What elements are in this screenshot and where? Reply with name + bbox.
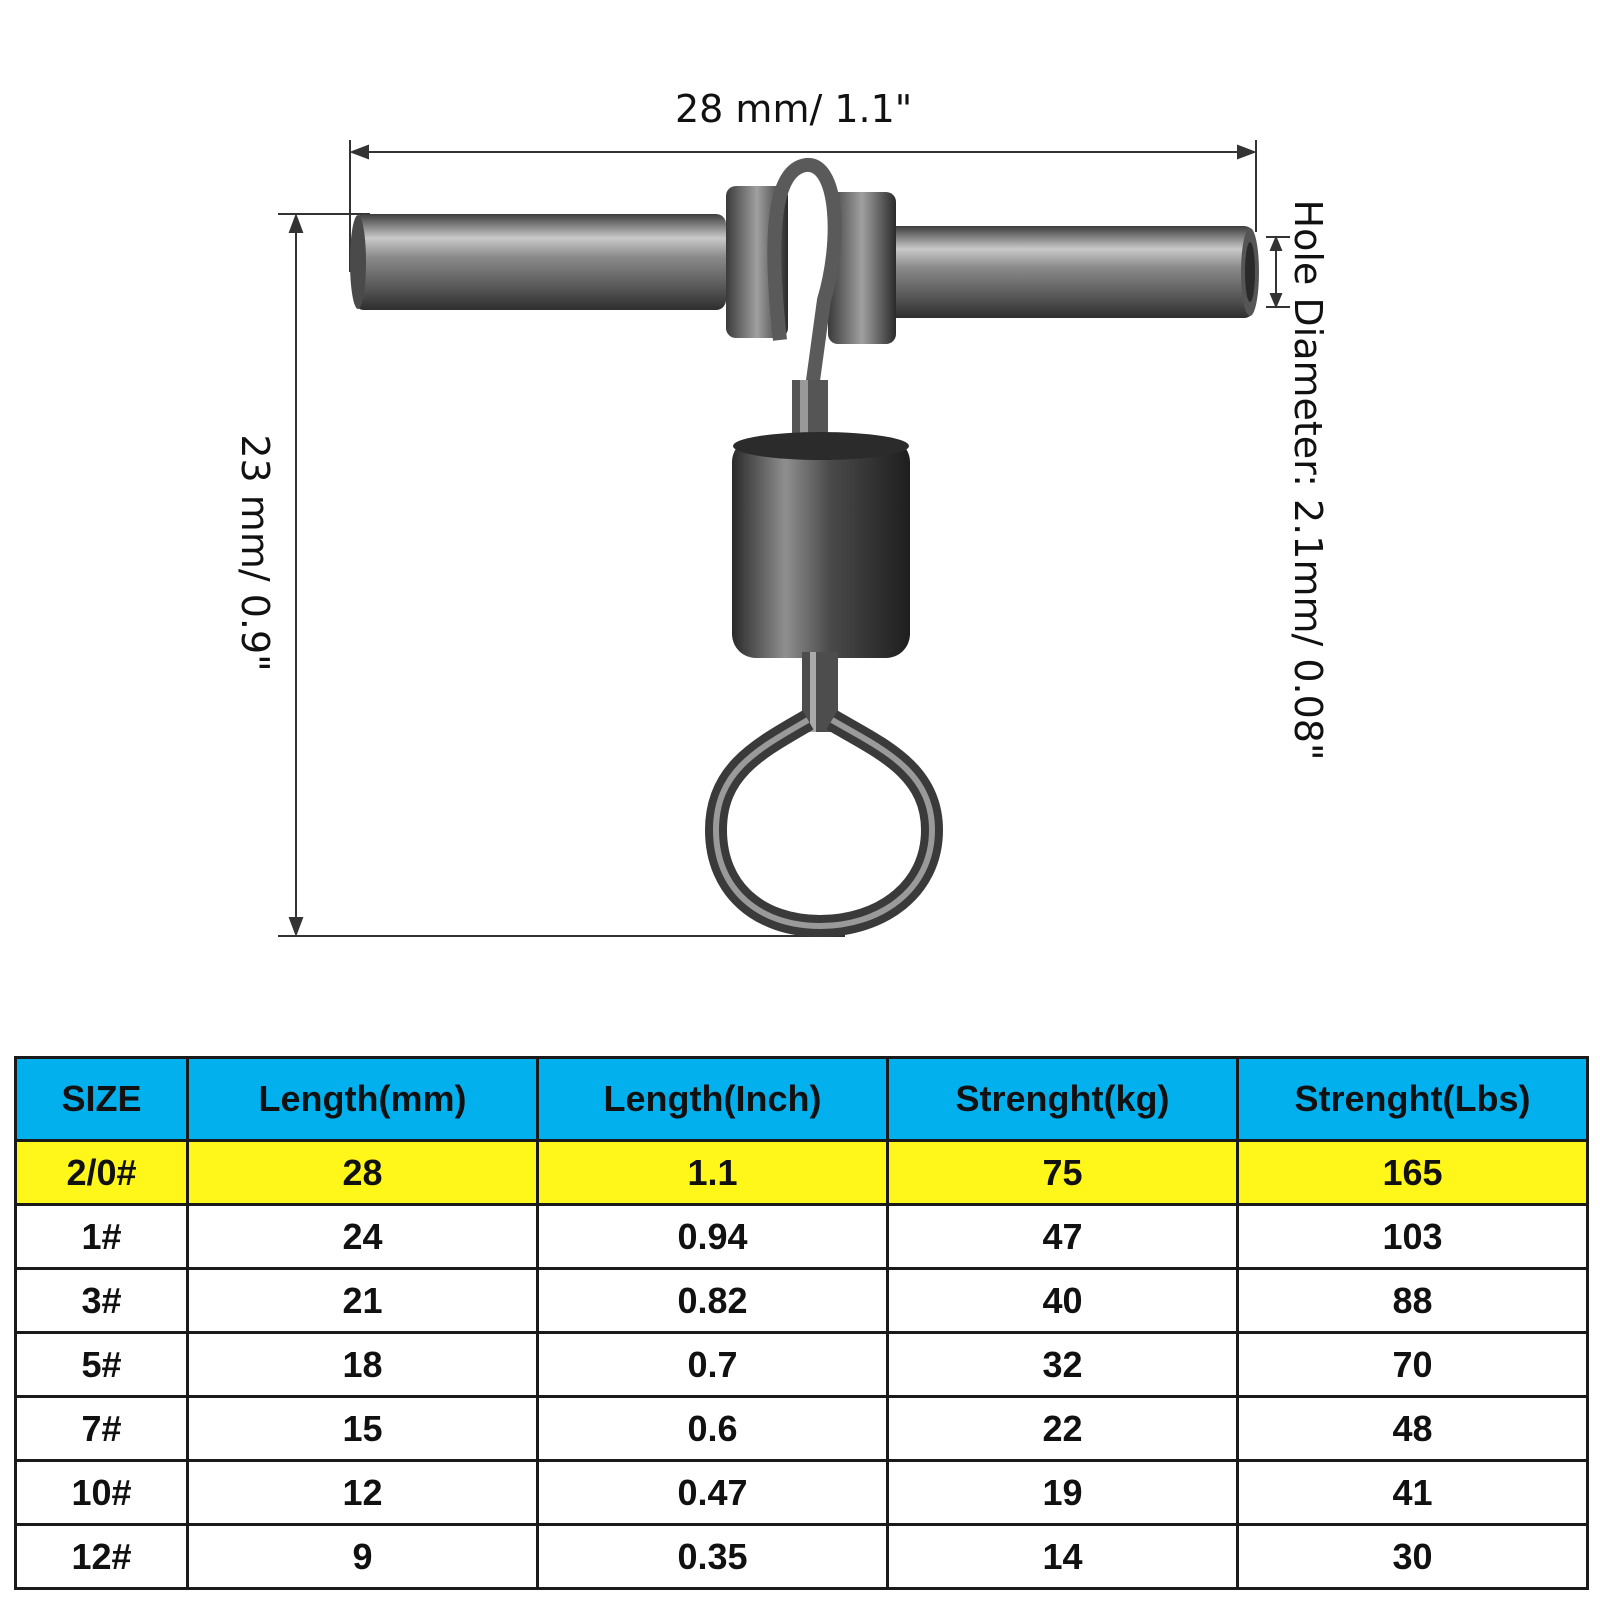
cell-length-mm: 18 [188,1333,538,1397]
cell-strength-lbs: 70 [1238,1333,1588,1397]
cell-size: 7# [16,1397,188,1461]
cell-strength-kg: 47 [888,1205,1238,1269]
cell-size: 5# [16,1333,188,1397]
cell-length-mm: 15 [188,1397,538,1461]
cell-length-mm: 21 [188,1269,538,1333]
cell-strength-kg: 32 [888,1333,1238,1397]
header-strength-lbs: Strenght(Lbs) [1238,1058,1588,1141]
cell-size: 10# [16,1461,188,1525]
cell-size: 3# [16,1269,188,1333]
table-header-row [16,1058,1588,1141]
height-dimension-label: 23 mm/ 0.9" [233,434,277,672]
header-length-mm: Length(mm) [188,1058,538,1141]
cell-length-inch: 0.94 [538,1205,888,1269]
table-row [16,1333,1588,1397]
table-row [16,1141,1588,1205]
cell-size: 12# [16,1525,188,1589]
cell-strength-lbs: 165 [1238,1141,1588,1205]
cell-length-inch: 1.1 [538,1141,888,1205]
swivel-barrel [732,432,910,658]
cell-strength-kg: 19 [888,1461,1238,1525]
cell-length-inch: 0.35 [538,1525,888,1589]
table-row [16,1525,1588,1589]
cell-strength-kg: 75 [888,1141,1238,1205]
cell-length-mm: 24 [188,1205,538,1269]
cell-length-mm: 12 [188,1461,538,1525]
cell-strength-kg: 14 [888,1525,1238,1589]
table-row [16,1205,1588,1269]
header-length-inch: Length(Inch) [538,1058,888,1141]
cell-strength-lbs: 41 [1238,1461,1588,1525]
cell-strength-lbs: 30 [1238,1525,1588,1589]
cell-length-inch: 0.82 [538,1269,888,1333]
table-row [16,1461,1588,1525]
cell-length-mm: 9 [188,1525,538,1589]
cell-length-inch: 0.6 [538,1397,888,1461]
cell-size: 2/0# [16,1141,188,1205]
table-row [16,1269,1588,1333]
eye-ring [716,720,932,926]
cell-length-inch: 0.7 [538,1333,888,1397]
cell-strength-lbs: 103 [1238,1205,1588,1269]
size-spec-table [14,1056,1589,1590]
cell-strength-lbs: 48 [1238,1397,1588,1461]
cell-strength-lbs: 88 [1238,1269,1588,1333]
cell-strength-kg: 40 [888,1269,1238,1333]
width-dimension-label: 28 mm/ 1.1" [675,87,913,131]
cell-length-mm: 28 [188,1141,538,1205]
header-strength-kg: Strenght(kg) [888,1058,1238,1141]
cell-size: 1# [16,1205,188,1269]
header-size: SIZE [16,1058,188,1141]
cell-length-inch: 0.47 [538,1461,888,1525]
tube-left [350,214,726,310]
table-row [16,1397,1588,1461]
cell-strength-kg: 22 [888,1397,1238,1461]
tube-right [870,226,1259,318]
hole-diameter-label: Hole Diameter: 2.1mm/ 0.08" [1286,199,1330,761]
